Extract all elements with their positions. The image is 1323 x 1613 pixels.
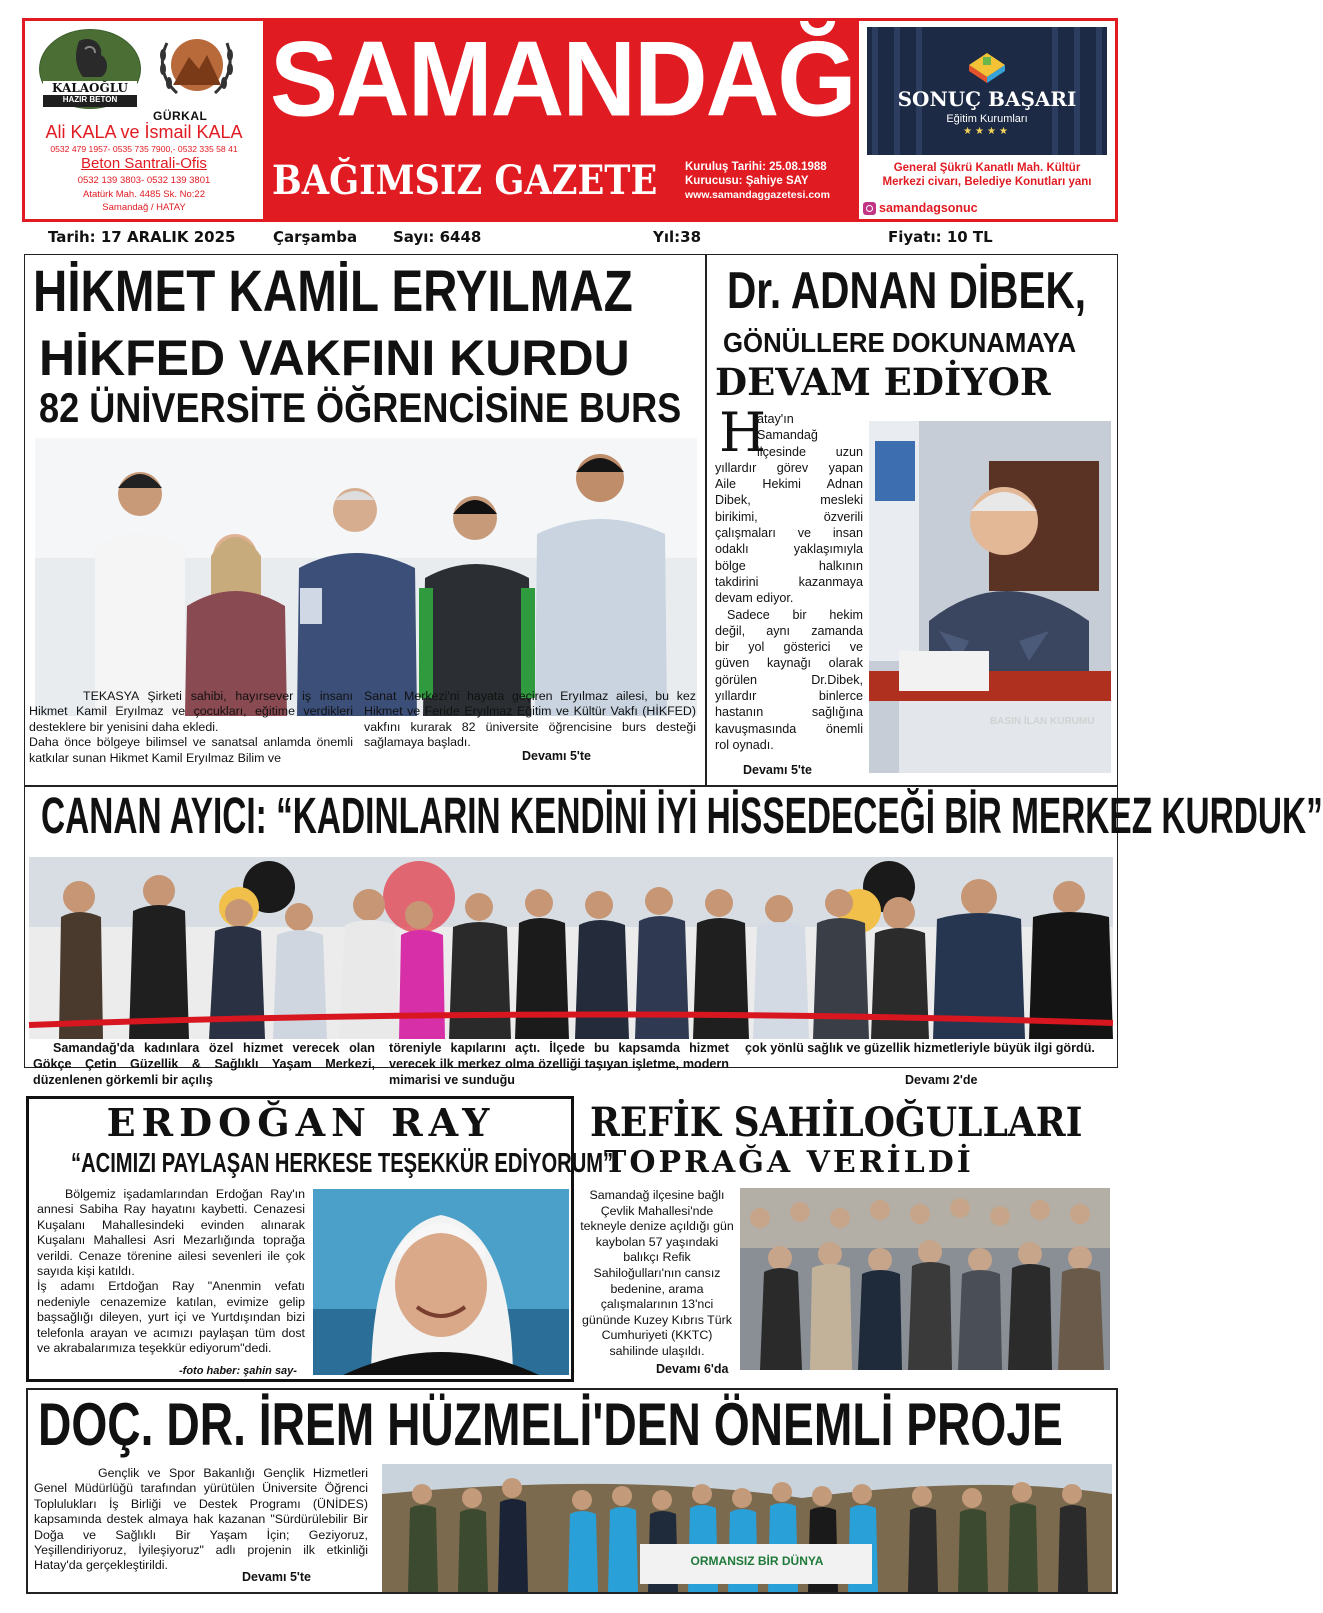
story3-col3: çok yönlü sağlık ve güzellik hizmetleriyle büyük ilgi gördü. [745,1041,1095,1055]
left-ad [22,18,266,222]
story5-continued: Devamı 6'da [656,1362,729,1376]
left-ad-phones: 0532 479 1957- 0535 735 7900,- 0532 335 58 41 [50,144,238,154]
story2-line-19: kavuşmasında önemli [715,721,863,736]
students-group-illustration [382,1464,1112,1592]
nameplate [264,18,858,222]
right-ad-brand: SONUÇ BAŞARI [897,87,1077,111]
kalaoglu-logo-sub: HAZIR BETON [62,95,118,104]
story2-line-7: çalışmaları ve insan [715,526,863,541]
left-ad-service: Beton Santrali-Ofis [81,155,207,172]
right-ad-stars: ★★★★ [963,126,1011,137]
issue-date: Tarih: 17 ARALIK 2025 [48,228,236,246]
story2-line-13: değil, aynı zamanda [715,623,863,638]
story1-headline3: 82 ÜNİVERSİTE ÖĞRENCİSİNE BURS [39,384,682,431]
issue-day: Çarşamba [273,228,358,246]
story4-subhead: “ACIMIZI PAYLAŞAN HERKESE TEŞEKKÜR EDİYORUM” [71,1147,614,1178]
story2-continued: Devamı 5'te [743,763,812,777]
group-photo-illustration [35,438,697,716]
story1-col1: TEKASYA Şirketi sahibi, hayırsever iş insanı Hikmet Kamil Eryılmaz ve çocukları, eğitime verdikleri desteklere bir yenisini daha ekledi. Daha önce bölgeye bilimsel ve sanatsal anlamda önemli katkılar sunan Hikmet Kamil Eryılmaz Bilim ve [29,689,353,765]
story-erdogan-ray [26,1096,614,1382]
right-ad-sub: Eğitim Kurumları [946,113,1028,125]
story5-headline1: REFİK SAHİLOĞULLARI [590,1099,1083,1146]
agency-watermark: BASIN İLAN KURUMU [990,716,1095,727]
story-eryilmaz [24,254,706,786]
story3-col1: Samandağ'da kadınlara özel hizmet verecek olan Gökçe Çetin Güzellik & Sağlıklı Yaşam Merkezi, düzenlenen görkemli bir açılış [33,1041,375,1088]
sonuc-logo-icon [957,45,1017,85]
story6-photo [382,1464,1112,1592]
kalaoglu-logo [39,29,141,109]
story2-line-12: Sadece bir hekim [727,607,863,622]
story2-line-1: Samandağ [757,428,818,443]
story6-text: Gençlik ve Spor Bakanlığı Gençlik Hizmetleri Genel Müdürlüğü tarafından yürütülen Üniversite Öğrenci Toplulukları İş Birliği ve Destek Programı (ÜNİDES) kapsamında destek almaya hak kazanan "Sürdürülebilir Bir Doğa ve Sağlıklı Bir Yaşam İçin; Geziyoruz, Yeşillendiriyoruz, İyileşiyoruz" adlı projenin ilk etkinliği Hatay'da gerçekleştirildi. [34,1466,368,1573]
story5-headline2: TOPRAĞA VERİLDİ [604,1145,974,1180]
gurkal-label: GÜRKAL [153,109,208,123]
story2-line-3: yıllardır görev yapan [715,460,863,475]
funeral-crowd-illustration [740,1188,1110,1370]
story4-photo [313,1189,569,1375]
story3-headline: CANAN AYICI: “KADINLARIN KENDİNİ İYİ HİSSEDECEĞİ BİR MERKEZ KURDUK” [41,787,1323,844]
story2-headline1: Dr. ADNAN DİBEK, [727,262,1087,320]
instagram-row [863,201,1103,217]
founder: Kurucusu: Şahiye SAY [685,175,809,187]
right-ad-banner [867,27,1107,155]
story2-line-18: hastanın sağlığına [715,705,863,720]
story4-text: Bölgemiz işadamlarından Erdoğan Ray'ın annesi Sabiha Ray hayatını kaybetti. Cenazesi Kuşalanı Mahallesindeki evinden alınarak Kuşalanı Mahallesi Asri Mezarlığında toprağa verildi. Cenaze törenine ailesi sevenleri ile çok sayıda kişi katıldı. İş adamı Ertdoğan Ray "Anenmin vefatı nedeniyle cenazemize katılan, evimize gelip başsağlığı dileyen, yurt içi ve Yurtdışından bizi telefonla arayan ve acımızı paylaşan tüm dost ve akrabalarımıza teşekkür ediyorum"dedi. [37,1187,305,1356]
story1-headline2: HİKFED VAKFINI KURDU [39,330,630,386]
issue-number: Sayı: 6448 [393,228,482,246]
paper-subtitle: BAĞIMSIZ GAZETE [272,157,658,204]
story2-line-20: rol oynadı. [715,737,774,752]
masthead [22,18,1118,222]
story5-text: Samandağ ilçesine bağlı Çevlik Mahallesi'nde tekneyle denize açıldığı gün kaybolan 57 yaşındaki balıkçı Refik Sahiloğulları'nın cansız bedenine, arama çalışmalarının 13'nci gününde Kuzey Kıbrıs Türk Cumhuriyeti (KKTC) sahilinde ulaşıldı. [580,1188,734,1358]
story1-photo [35,438,697,716]
story2-line-8: odaklı yaklaşımıyla [715,542,863,557]
story2-line-4: Aile Hekimi Adnan [715,477,863,492]
story2-line-5: Dibek, mesleki [715,493,863,508]
story2-line-6: birikimi, özverili [715,509,863,524]
woman-portrait-illustration [313,1189,569,1375]
story2-dropcap: H [719,401,767,464]
right-ad-address: General Şükrü Kanatlı Mah. Kültür Merkezi civarı, Belediye Konutları yanı [882,162,1092,188]
dateline [22,228,1118,248]
story2-line-14: bir yol gösterici ve [715,640,863,655]
right-ad [856,18,1118,222]
story2-line-16: görülen Dr.Dibek, [715,672,863,687]
founded-date: Kuruluş Tarihi: 25.08.1988 [685,161,827,173]
story3-photo [29,857,1113,1039]
instagram-handle: samandagsonuc [879,201,978,215]
story2-headline2: GÖNÜLLERE DOKUNAMAYA [723,327,1077,358]
story-canan-ayici [24,786,1323,1088]
story2-line-10: takdirini kazanmaya [715,574,863,589]
issue-price: Fiyatı: 10 TL [888,228,993,246]
story-dibek [706,254,1118,786]
story5-photo [740,1188,1110,1370]
story1-col2: Sanat Merkezi'ni hayata geçiren Eryılmaz ailesi, bu kez Hikmet ve Feride Eryılmaz Eğitim ve Kültür Vakfı (HİKFED) vakfını kurarak 82 üniversite öğrencisine burs desteği sağlamaya başladı. [364,689,696,750]
left-ad-address: Atatürk Mah. 4485 Sk. No:22 [83,189,205,200]
paper-title: SAMANDAĞ [270,18,855,139]
story2-line-9: bölge halkının [715,558,863,573]
story2-line-2: ilçesinde uzun [757,444,863,459]
ribbon-cutting-illustration [29,857,1113,1039]
laurel-mountain-icon [153,29,233,109]
story3-continued: Devamı 2'de [905,1073,978,1087]
story3-col2: töreniyle kapılarını açtı. İlçede bu kapsamda hizmet verecek ilk merkez olma özelliği taşıyan işletme, modern mimarisi ve sunduğu [389,1041,729,1088]
story1-headline1: HİKMET KAMİL ERYILMAZ [33,259,633,324]
left-ad-city: Samandağ / HATAY [102,202,186,213]
story6-headline: DOÇ. DR. İREM HÜZMELİ'DEN ÖNEMLİ PROJE [38,1391,1063,1458]
kalaoglu-logo-text: KALAOĞLU [52,81,128,95]
story2-line-0: atay'ın [757,412,794,426]
website: www.samandaggazetesi.com [685,189,830,201]
story1-continued: Devamı 5'te [522,749,591,763]
story2-line-11: devam ediyor. [715,591,794,606]
issue-year: Yıl:38 [653,228,702,246]
story2-headline3: DEVAM EDİYOR [715,360,1051,404]
story4-credit: -foto haber: şahin say- [179,1365,297,1377]
story6-continued: Devamı 5'te [242,1570,311,1584]
story6-banner-text: ORMANSIZ BİR DÜNYA [690,1554,824,1568]
story2-text [715,411,863,753]
instagram-icon [863,202,876,215]
left-ad-owners: Ali KALA ve İsmail KALA [45,122,243,142]
gurkal-logo [153,29,233,109]
left-ad-phones2: 0532 139 3803- 0532 139 3801 [77,175,211,186]
story2-line-15: güven kaynağı olarak [715,656,863,671]
story4-headline: ERDOĞAN RAY [106,1100,496,1145]
story-huzmeli [26,1388,1118,1594]
story-sahilogullari [580,1096,1118,1382]
story2-line-17: yıllardır binlerce [715,689,863,704]
